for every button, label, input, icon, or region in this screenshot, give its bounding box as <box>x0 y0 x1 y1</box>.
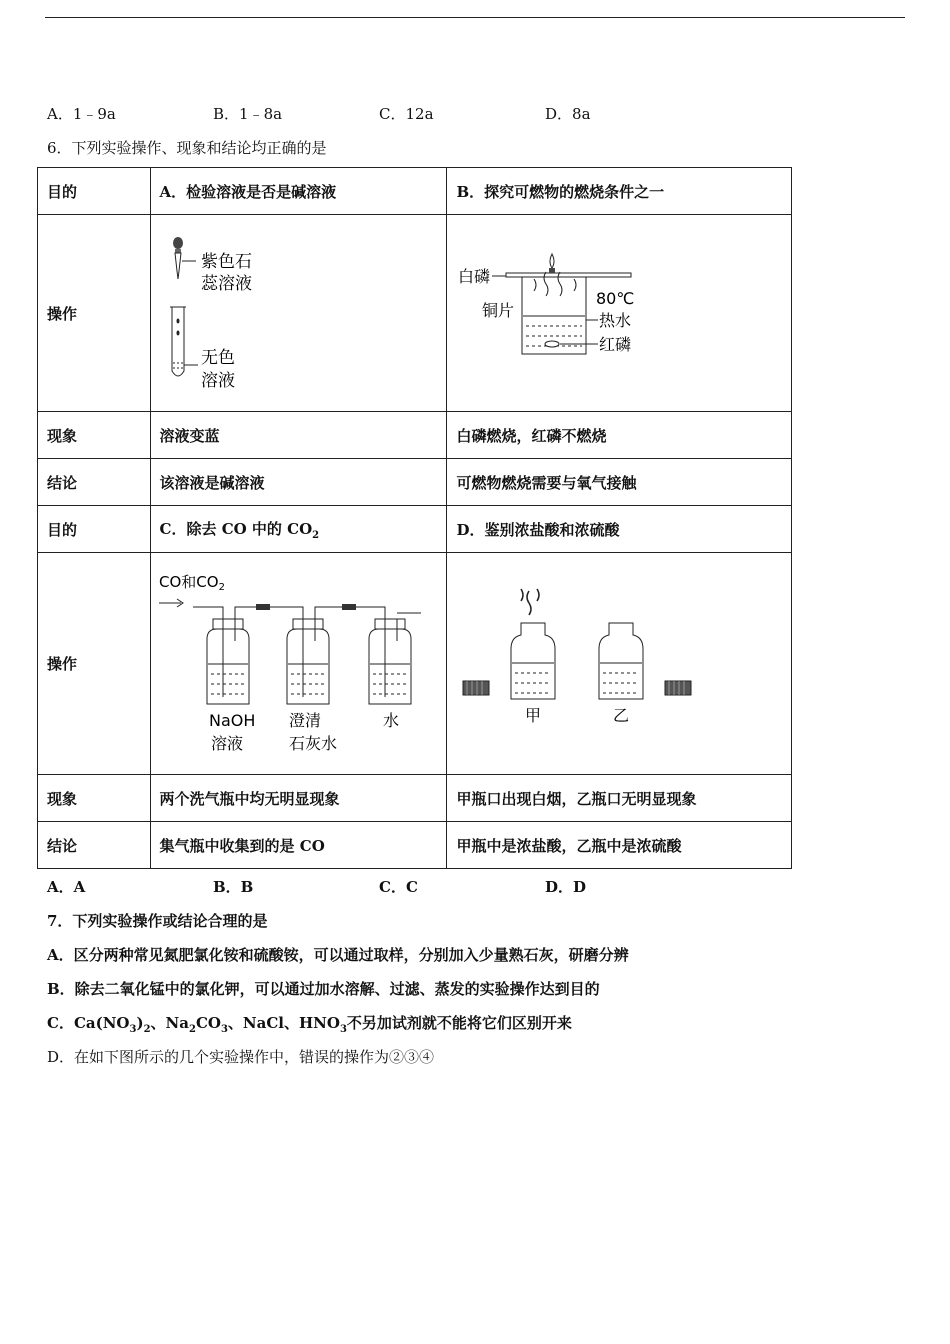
stopper-right <box>665 681 691 695</box>
q5-option-a: A．1﹣9a <box>47 105 116 123</box>
q7-option-a: A．区分两种常见氮肥氯化铵和硫酸铵，可以通过取样，分别加入少量熟石灰，研磨分辨 <box>47 946 629 964</box>
wash-bottle-2 <box>287 619 329 704</box>
q6-option-c: C．C <box>379 878 418 896</box>
d-operation-figure <box>447 553 792 775</box>
a-purpose: A．检验溶液是否是碱溶液 <box>150 168 447 215</box>
row-label-purpose: 目的 <box>38 168 151 215</box>
b-conclusion: 可燃物燃烧需要与氧气接触 <box>447 459 792 506</box>
q5-option-d: D．8a <box>545 105 591 123</box>
acid-bottles-diagram <box>461 587 701 737</box>
q7-option-b: B．除去二氧化锰中的氯化钾，可以通过加水溶解、过滤、蒸发的实验操作达到目的 <box>47 980 600 998</box>
b-label-5: 红磷 <box>599 335 632 354</box>
d-label-2: 乙 <box>613 705 630 725</box>
b-label-2: 铜片 <box>482 301 515 320</box>
row-label-conclusion-1: 结论 <box>38 459 151 506</box>
a-phenomenon: 溶液变蓝 <box>150 412 447 459</box>
c-label-1: NaOH <box>208 711 255 730</box>
q6-stem: 6．下列实验操作、现象和结论均正确的是 <box>47 139 327 157</box>
row-label-conclusion-2: 结论 <box>38 822 151 869</box>
header-rule <box>45 17 905 18</box>
q5-option-c: C．12a <box>379 105 434 123</box>
a-label-3: 无色 <box>200 348 235 368</box>
bottle-yi <box>599 623 643 699</box>
c-conclusion: 集气瓶中收集到的是 CO <box>150 822 447 869</box>
q6-options <box>47 876 747 897</box>
gas-washing-bottles-diagram <box>153 569 433 754</box>
b-label-3: 80℃ <box>596 289 635 308</box>
phosphorus-combustion-diagram <box>456 246 646 376</box>
d-conclusion: 甲瓶中是浓盐酸，乙瓶中是浓硫酸 <box>447 822 792 869</box>
d-purpose: D．鉴别浓盐酸和浓硫酸 <box>447 506 792 553</box>
b-purpose: B．探究可燃物的燃烧条件之一 <box>447 168 792 215</box>
c-label-5: 水 <box>382 711 399 730</box>
q5-option-b: B．1﹣8a <box>213 105 283 123</box>
row-label-operation: 操作 <box>38 215 151 412</box>
q6-option-a: A．A <box>47 878 86 896</box>
c-phenomenon: 两个洗气瓶中均无明显现象 <box>150 775 447 822</box>
row-label-purpose-2: 目的 <box>38 506 151 553</box>
wash-bottle-3 <box>369 613 421 704</box>
c-gas-label: CO和$CO_2$ <box>158 573 225 593</box>
q6-option-d: D．D <box>545 878 587 896</box>
q5-options <box>47 103 747 124</box>
a-conclusion: 该溶液是碱溶液 <box>150 459 447 506</box>
d-phenomenon: 甲瓶口出现白烟，乙瓶口无明显现象 <box>447 775 792 822</box>
stopper-left <box>463 681 489 695</box>
bottle-jia <box>511 623 555 699</box>
wash-bottle-1 <box>207 619 249 704</box>
c-operation-figure <box>150 553 447 775</box>
c-label-2: 溶液 <box>210 734 243 753</box>
row-label-operation-2: 操作 <box>38 553 151 775</box>
d-label-1: 甲 <box>525 705 542 725</box>
b-label-4: 热水 <box>599 311 632 330</box>
c-label-4: 石灰水 <box>288 734 337 753</box>
row-label-phenomenon-2: 现象 <box>38 775 151 822</box>
b-operation-figure <box>447 215 792 412</box>
a-operation-figure <box>150 215 447 412</box>
q7-option-c: C．$Ca(NO_3)_2$、$Na_2CO_3$、NaCl、$HNO_3$不另加试剂就不能将它们区别开来 <box>47 1014 572 1035</box>
q6-table <box>37 167 792 869</box>
c-purpose: C．除去 CO 中的 $CO_2$ <box>150 506 447 553</box>
a-label-2: 蕊溶液 <box>200 274 252 294</box>
b-label-1: 白磷 <box>458 267 491 286</box>
q7-option-d: D．在如下图所示的几个实验操作中，错误的操作为②③④ <box>47 1048 435 1066</box>
a-label-1: 紫色石 <box>200 252 252 272</box>
dropper-testtube-diagram <box>160 231 290 391</box>
q6-option-b: B．B <box>213 878 254 896</box>
q7-stem: 7．下列实验操作或结论合理的是 <box>47 912 268 930</box>
b-phenomenon: 白磷燃烧，红磷不燃烧 <box>447 412 792 459</box>
row-label-phenomenon-1: 现象 <box>38 412 151 459</box>
a-label-4: 溶液 <box>200 371 235 391</box>
c-label-3: 澄清 <box>288 711 321 730</box>
